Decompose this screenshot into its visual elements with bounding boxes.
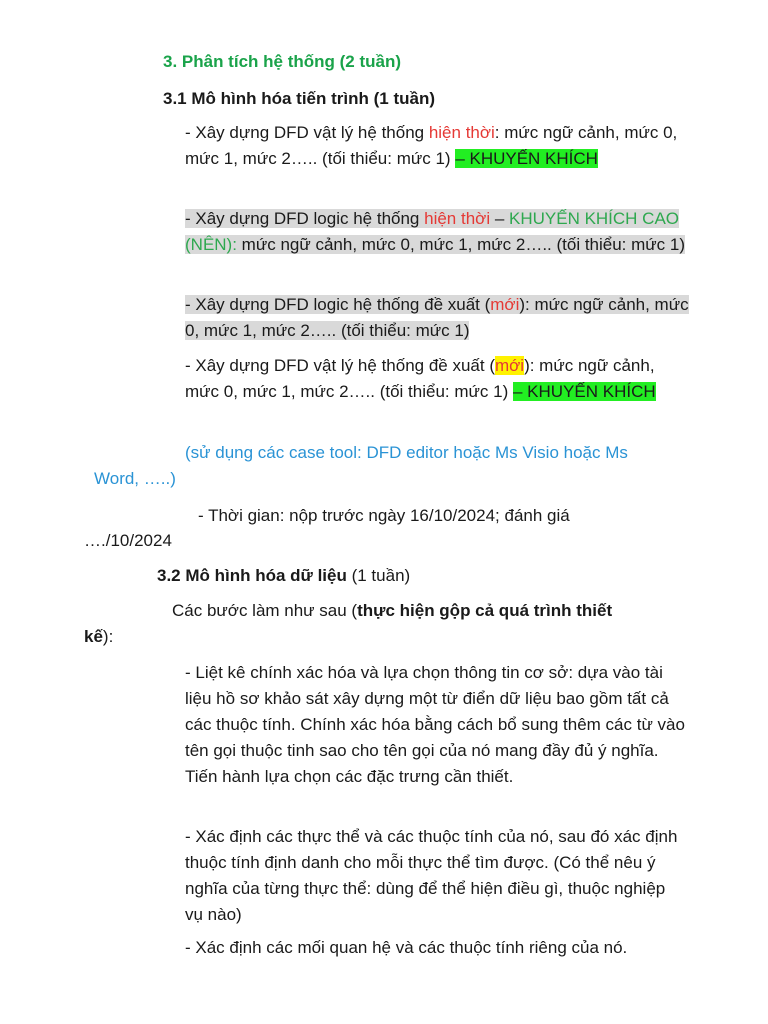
text: - Xây dựng DFD logic hệ thống đề xuất ( [185, 295, 491, 314]
section-3-heading: 3. Phân tích hệ thống (2 tuần) [163, 52, 401, 71]
deadline-line1: - Thời gian: nộp trước ngày 16/10/2024; đánh giá [198, 506, 570, 525]
text: – [490, 209, 509, 228]
section-3-2-heading [157, 563, 410, 589]
section-3-2-duration: (1 tuần) [346, 566, 411, 585]
step-attributes: - Liệt kê chính xác hóa và lựa chọn thông tin cơ sở: dựa vào tài liệu hồ sơ khảo sát xây dựng một từ điển dữ liệu bao gồm tất cả các thuộc tính. Chính xác hóa bằng cách bổ sung thêm các từ vào tên gọi thuộc tinh sao cho tên gọi của nó mang đầy đủ ý nghĩa. Tiến hành lựa chọn các đặc trưng cần thiết. [185, 663, 685, 786]
encouraged-badge: – KHUYẾN KHÍCH [455, 149, 598, 168]
case-tools-note-line2: Word, …..) [94, 469, 176, 488]
highlight-current: hiện thời [428, 123, 495, 142]
highlight-new: mới [490, 295, 520, 314]
step-relationships: - Xác định các mối quan hệ và các thuộc tính riêng của nó. [185, 938, 628, 957]
steps-intro-line2 [84, 624, 113, 650]
encouraged-badge: – KHUYẾN KHÍCH [512, 382, 656, 401]
text: ): mức ngữ cảnh, mức 0, mức 1, mức 2….. (tối thiểu: mức 1) [185, 295, 689, 340]
text: - Xây dựng DFD logic hệ thống [185, 209, 425, 228]
text: ): [102, 627, 114, 646]
highlight-new: mới [494, 356, 525, 375]
section-3-2-title: 3.2 Mô hình hóa dữ liệu [157, 566, 347, 585]
paragraph-dfd-logic-current [185, 206, 690, 258]
highlight-current: hiện thời [424, 209, 491, 228]
text: Các bước làm như sau ( [172, 601, 358, 620]
text: ): mức ngữ cảnh, mức 0, mức 1, mức 2….. (tối thiểu: mức 1) [185, 356, 655, 401]
steps-intro-bold: thực hiện gộp cả quá trình thiết [357, 601, 613, 620]
text: : mức ngữ cảnh, mức 0, mức 1, mức 2….. (tối thiểu: mức 1) [185, 123, 678, 168]
step-entities: - Xác định các thực thể và các thuộc tính của nó, sau đó xác định thuộc tính định danh cho mỗi thực thể tìm được. (Có thể nêu ý nghĩa của từng thực thể: dùng để thể hiện điều gì, thuộc nghiệp vụ nào) [185, 827, 678, 924]
paragraph-dfd-physical-proposed [185, 353, 690, 405]
paragraph-dfd-logic-proposed [185, 292, 690, 344]
paragraph-dfd-physical-current [185, 120, 690, 172]
case-tools-note-line1: (sử dụng các case tool: DFD editor hoặc Ms Visio hoặc Ms [185, 443, 628, 462]
text: - Xây dựng DFD vật lý hệ thống đề xuất ( [185, 356, 495, 375]
highly-encouraged-label: KHUYẾN KHÍCH CAO (NÊN): [185, 209, 680, 254]
text: mức ngữ cảnh, mức 0, mức 1, mức 2….. (tối thiểu: mức 1) [236, 235, 686, 254]
steps-intro-bold: kế [84, 627, 103, 646]
deadline-line2: …./10/2024 [84, 531, 172, 550]
section-3-1-heading: 3.1 Mô hình hóa tiến trình (1 tuần) [163, 89, 435, 108]
text: - Xây dựng DFD vật lý hệ thống [185, 123, 429, 142]
steps-intro-line1 [172, 598, 612, 624]
